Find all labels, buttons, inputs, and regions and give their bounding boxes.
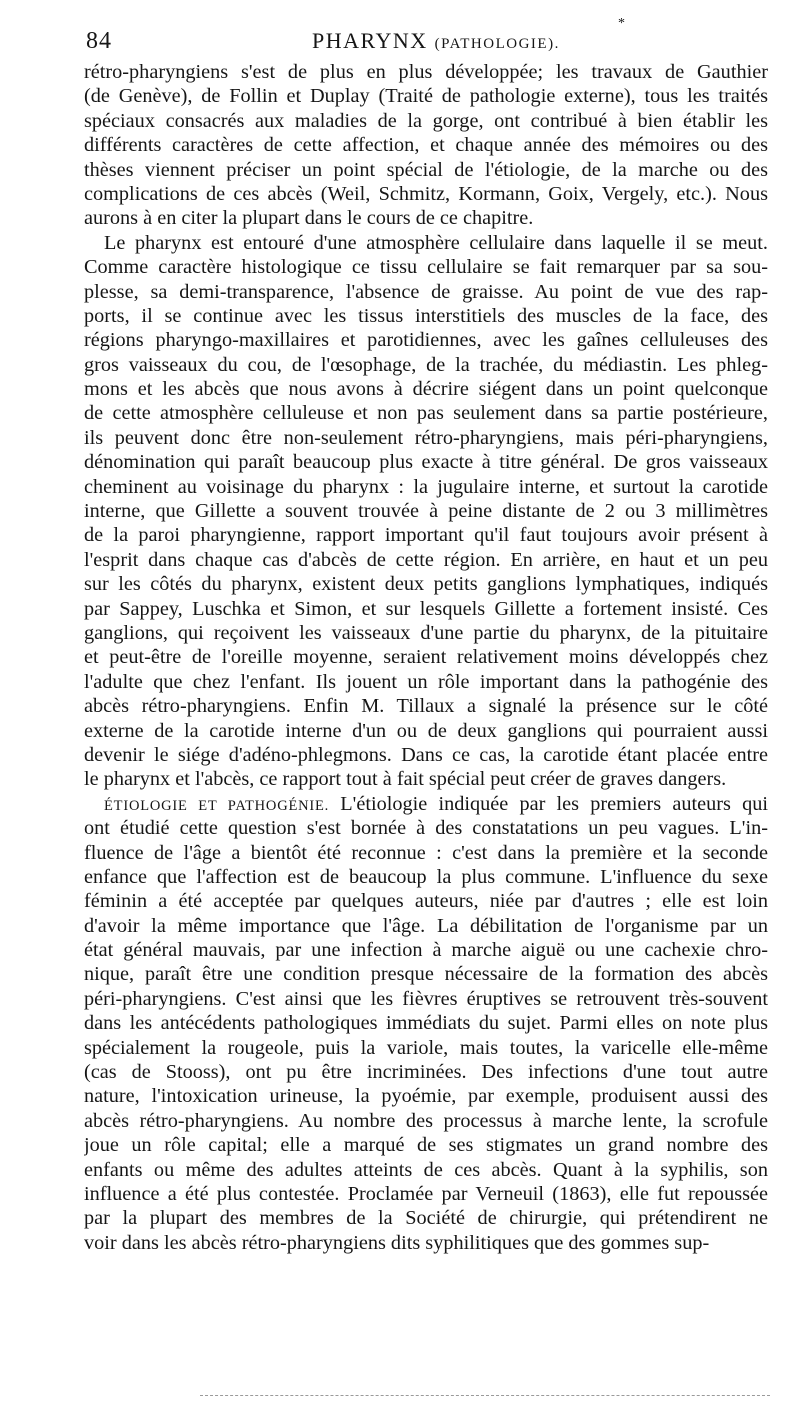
line-text: aurons à en citer la plupart dans le cours de ce chapitre.	[84, 207, 534, 230]
line-text: spéciaux consacrés aux maladies de la gorge, ont contribué à bien établir les	[84, 109, 768, 132]
text-line	[84, 694, 768, 718]
line-text: dénomination qui paraît beaucoup plus exacte à titre général. De gros vaisseaux	[84, 451, 768, 474]
line-text: ils peuvent donc être non-seulement rétro-pharyngiens, mais péri-pharyngiens,	[84, 426, 768, 449]
text-line	[84, 206, 768, 230]
text-line	[84, 450, 768, 474]
line-text: abcès rétro-pharyngiens. Enfin M. Tillaux a signalé la présence sur le côté	[84, 695, 768, 718]
text-line	[84, 133, 768, 157]
text-line	[84, 719, 768, 743]
line-text: l'esprit dans chaque cas d'abcès de cette région. En arrière, en haut et un peu	[84, 548, 768, 571]
text-line	[84, 1158, 768, 1182]
line-text: gros vaisseaux du cou, de l'œsophage, de la trachée, du médiastin. Les phleg-	[84, 353, 768, 376]
line-text: externe de la carotide interne d'un ou de deux ganglions qui pourraient aussi	[84, 719, 768, 742]
text-line	[84, 60, 768, 84]
line-text: l'adulte que chez l'enfant. Ils jouent un rôle important dans la pathogénie des	[84, 670, 768, 693]
text-line	[84, 938, 768, 962]
text-line	[84, 231, 768, 255]
line-text: péri-pharyngiens. C'est ainsi que les fièvres éruptives se retrouvent très-souvent	[84, 987, 768, 1010]
line-text: nique, paraît être une condition presque nécessaire de la formation des abcès	[84, 963, 768, 986]
text-line	[84, 328, 768, 352]
line-text: enfants ou même des adultes atteints de ces abcès. Quant à la syphilis, son	[84, 1158, 768, 1181]
line-text: spécialement la rougeole, puis la variole, mais toutes, la varicelle elle-même	[84, 1036, 768, 1059]
text-line	[84, 255, 768, 279]
text-line	[84, 401, 768, 425]
line-text: thèses viennent préciser un point spécial de l'étiologie, de la marche ou des	[84, 158, 768, 181]
text-line	[84, 280, 768, 304]
line-text: complications de ces abcès (Weil, Schmitz, Kormann, Goix, Vergely, etc.). Nous	[84, 182, 768, 205]
text-line	[84, 597, 768, 621]
line-text: Le pharynx est entouré d'une atmosphère cellulaire dans laquelle il se meut.	[104, 231, 768, 254]
line-text: abcès rétro-pharyngiens. Au nombre des processus à marche lente, la scrofule	[84, 1109, 768, 1132]
line-text: Comme caractère histologique ce tissu cellulaire se fait remarquer par sa sou-	[84, 256, 768, 279]
text-line	[84, 987, 768, 1011]
text-line	[84, 475, 768, 499]
line-text: régions pharyngo-maxillaires et parotidiennes, avec les gaînes celluleuses des	[84, 329, 768, 352]
text-line	[84, 621, 768, 645]
section-heading: ÉTIOLOGIE ET PATHOGÉNIE.	[104, 797, 330, 814]
line-text: par la plupart des membres de la Société de chirurgie, qui prétendirent ne	[84, 1207, 768, 1230]
line-text: interne, que Gillette a souvent trouvée à peine distante de 2 ou 3 millimètres	[84, 500, 768, 523]
running-title-sub: (PATHOLOGIE).	[434, 36, 560, 52]
text-line	[84, 426, 768, 450]
text-line	[84, 1133, 768, 1157]
text-line	[84, 1036, 768, 1060]
footer-rule	[200, 1395, 770, 1396]
line-text: ports, il se continue avec les tissus interstitiels des muscles de la face, des	[84, 304, 768, 327]
line-text: par Sappey, Luschka et Simon, et sur lesquels Gillette a fortement insisté. Ces	[84, 597, 768, 620]
text-line	[84, 1182, 768, 1206]
line-text: L'étiologie indiquée par les premiers auteurs qui	[340, 792, 768, 815]
line-text: et peut-être de l'oreille moyenne, seraient relativement moins développés chez	[84, 646, 768, 669]
text-line	[84, 816, 768, 840]
text-line	[84, 1231, 768, 1255]
line-text: d'avoir la même importance que l'âge. La débilitation de l'organisme par un	[84, 914, 768, 937]
text-line	[84, 914, 768, 938]
text-line	[84, 548, 768, 572]
printer-mark: *	[618, 16, 625, 31]
text-line	[84, 841, 768, 865]
text-line	[84, 889, 768, 913]
text-line	[84, 767, 768, 791]
text-line	[84, 1084, 768, 1108]
text-line	[84, 670, 768, 694]
line-text: mons et les abcès que nous avons à décrire siégent dans un point quelconque	[84, 378, 768, 401]
line-text: voir dans les abcès rétro-pharyngiens dits syphilitiques que des gommes sup-	[84, 1231, 710, 1254]
text-line	[84, 158, 768, 182]
line-text: rétro-pharyngiens s'est de plus en plus développée; les travaux de Gauthier	[84, 61, 768, 83]
text-line	[84, 865, 768, 889]
line-text: devenir le siége d'adéno-phlegmons. Dans ce cas, la carotide étant placée entre	[84, 743, 768, 766]
line-text: cheminent au voisinage du pharynx : la jugulaire interne, et surtout la carotide	[84, 475, 768, 498]
page-body	[84, 60, 768, 1255]
line-text: nature, l'intoxication urineuse, la pyoémie, par exemple, produisent aussi des	[84, 1085, 768, 1108]
line-text: influence a été plus contestée. Proclamée par Verneuil (1863), elle fut repoussée	[84, 1182, 768, 1205]
text-line	[84, 84, 768, 108]
text-line	[84, 353, 768, 377]
text-line	[84, 645, 768, 669]
text-line	[84, 1060, 768, 1084]
line-text: (de Genève), de Follin et Duplay (Traité de pathologie externe), tous les traités	[84, 85, 768, 108]
line-text: ganglions, qui reçoivent les vaisseaux d'une partie du pharynx, de la pituitaire	[84, 621, 768, 644]
paragraph	[84, 60, 768, 231]
text-line	[84, 499, 768, 523]
running-title-main: PHARYNX	[312, 28, 428, 53]
line-text: le pharynx et l'abcès, ce rapport tout à fait spécial peut créer de graves dangers.	[84, 768, 727, 791]
text-line	[84, 523, 768, 547]
text-line	[84, 182, 768, 206]
page-header	[62, 16, 770, 58]
line-text: plesse, sa demi-transparence, l'absence de graisse. Au point de vue des rap-	[84, 280, 768, 303]
text-line	[84, 792, 768, 816]
line-text: sur les côtés du pharynx, existent deux petits ganglions lymphatiques, indiqués	[84, 573, 768, 596]
line-text: différents caractères de cette affection, et chaque année des mémoires ou des	[84, 134, 768, 157]
line-text: fluence de l'âge a bientôt été reconnue : c'est dans la première et la seconde	[84, 841, 768, 864]
running-title	[312, 28, 560, 54]
text-line	[84, 1109, 768, 1133]
line-text: (cas de Stooss), ont pu être incriminées. Des infections d'une tout autre	[84, 1061, 768, 1084]
text-line	[84, 304, 768, 328]
line-text: joue un rôle capital; elle a marqué de ses stigmates un grand nombre des	[84, 1134, 768, 1157]
line-text: enfance que l'affection est de beaucoup la plus commune. L'influence du sexe	[84, 865, 768, 888]
text-line	[84, 743, 768, 767]
text-line	[84, 109, 768, 133]
line-text: féminin a été acceptée par quelques auteurs, niée par d'autres ; elle est loin	[84, 890, 768, 913]
text-line	[84, 377, 768, 401]
page-number: 84	[86, 28, 112, 54]
line-text: dans les antécédents pathologiques immédiats du sujet. Parmi elles on note plus	[84, 1012, 768, 1035]
paragraph	[84, 231, 768, 792]
text-line	[84, 1206, 768, 1230]
line-text: de la paroi pharyngienne, rapport important qu'il faut toujours avoir présent à	[84, 524, 768, 547]
paragraph	[84, 792, 768, 1255]
line-text: ont étudié cette question s'est bornée à des constatations un peu vagues. L'in-	[84, 817, 768, 840]
text-line	[84, 572, 768, 596]
line-text: état général mauvais, par une infection à marche aiguë ou une cachexie chro-	[84, 939, 768, 962]
line-text: de cette atmosphère celluleuse et non pas seulement dans sa partie postérieure,	[84, 402, 768, 425]
text-line	[84, 962, 768, 986]
text-line	[84, 1011, 768, 1035]
